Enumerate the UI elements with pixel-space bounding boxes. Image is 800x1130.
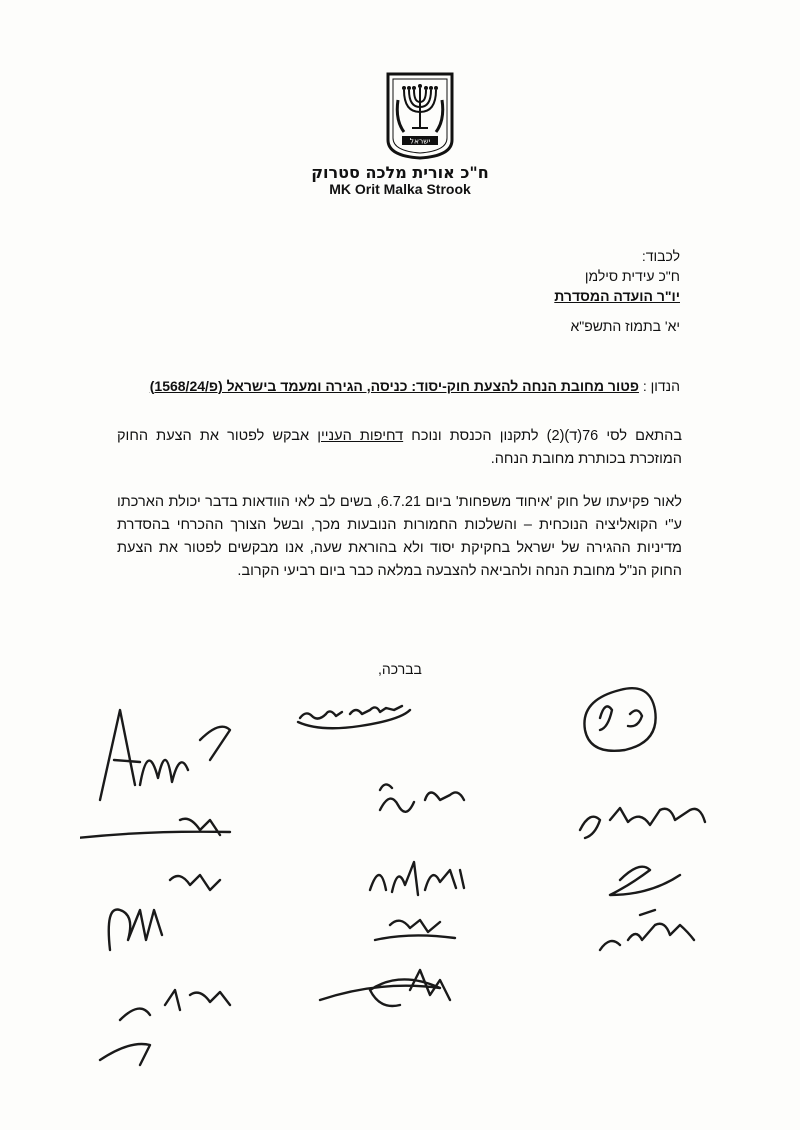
addressee-title: יו"ר הועדה המסדרת	[554, 288, 680, 304]
letter-date: יא' בתמוז התשפ"א	[570, 318, 680, 334]
signature-row4-center-bottom	[320, 970, 450, 1006]
sender-name-hebrew: ח"כ אורית מלכה סטרוק	[311, 163, 489, 182]
paragraph-2: לאור פקיעתו של חוק 'איחוד משפחות' ביום 6.7.21, בשים לב לאי הוודאות בדבר יכולת הארכתו ע"י הקואליציה הנוכחית – והשלכות החמורות הנובעות מכך, ובשל הצורך ההכרחי בהסדרת מדיניות ההגירה של ישראל בחקיקת יסוד ולא בהוראת שעה, אנו מבקשים לפטור את הצעת החוק הנ"ל מחובת הנחה ולהביאה להצבעה במלאה כבר ביום רביעי הקרוב.	[117, 494, 682, 579]
signature-row3-left	[109, 875, 220, 950]
signatures-block	[80, 670, 740, 1090]
signature-row2-right	[580, 808, 705, 895]
signature-row3-right	[600, 910, 694, 950]
signature-top-left	[100, 710, 230, 800]
closing-greeting: בברכה,	[378, 661, 422, 677]
emblem-label: ישראל	[409, 136, 431, 146]
signature-row4-left	[100, 990, 230, 1065]
sender-name-english: MK Orit Malka Strook	[329, 181, 471, 197]
addressee-name: ח"כ עידית סילמן	[584, 268, 680, 284]
signature-row2-center	[380, 784, 464, 811]
subject-text: פטור מחובת הנחה להצעת חוק-יסוד: כניסה, הגירה ומעמד בישראל (פ/1568/24)	[149, 378, 639, 394]
paragraph-1	[117, 425, 682, 471]
menorah-emblem-icon	[384, 70, 456, 160]
paragraph-1-end: אבקש לפטור את הצעת החוק המוזכרת בכותרת מחובת הנחה.	[117, 428, 682, 467]
addressee-salutation: לכבוד:	[641, 248, 680, 264]
paragraph-1-underlined: דחיפות העניין	[317, 428, 404, 444]
signature-rotman	[298, 706, 410, 728]
signature-row4-center	[375, 920, 455, 940]
signature-circled-initials	[584, 688, 655, 751]
paragraph-1-start: בהתאם לסי 76(ד)(2) לתקנון הכנסת ונוכח	[403, 428, 682, 444]
subject-prefix: הנדון :	[642, 378, 680, 394]
signature-row2-left	[80, 819, 230, 840]
letter-subject	[150, 378, 680, 394]
signature-row3-center	[370, 862, 464, 895]
